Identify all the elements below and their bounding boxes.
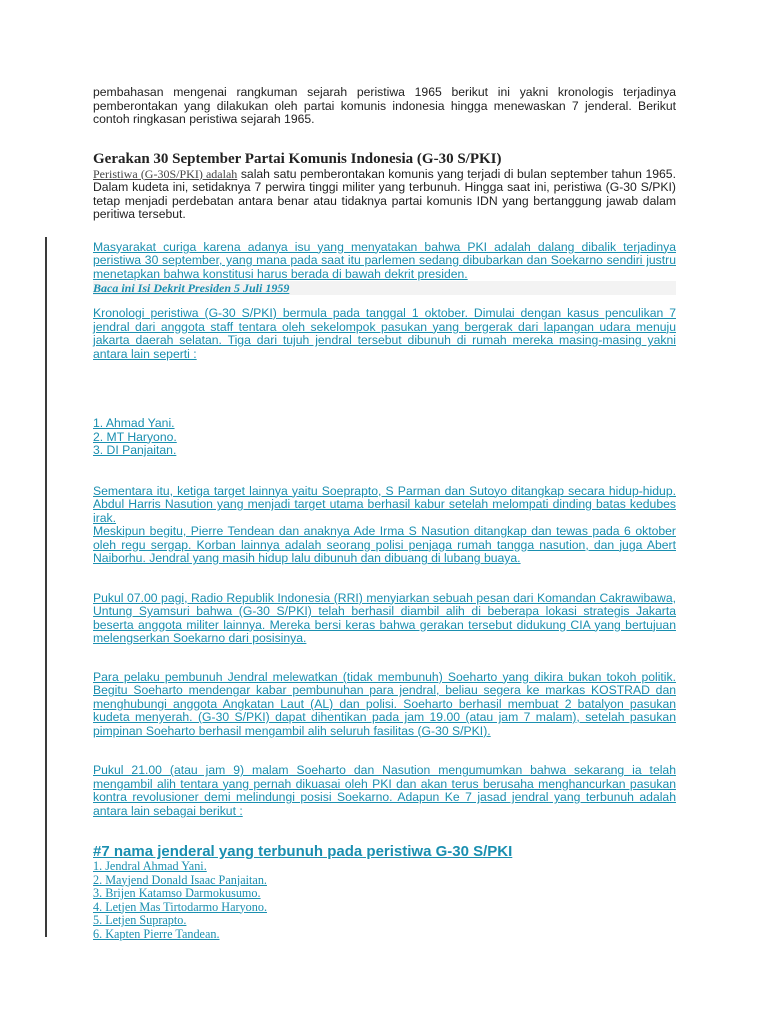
definition-link[interactable]: Peristiwa (G-30S/PKI) adalah bbox=[93, 166, 238, 181]
paragraph-pukul21-link[interactable]: Pukul 21.00 (atau jam 9) malam Soeharto dan Nasution mengumumkan bahwa sekarang ia telah mengambil alih tentara yang pernah dikuasai oleh PKI dan akan terus berusaha menghancurkan pasukan kontra revolusioner demi melindungi posisi Soekarno. Adapun Ke 7 jasad jendral yang terbunuh adalah antara lain sebagai berikut : bbox=[93, 763, 676, 818]
list-item[interactable]: 3. DI Panjaitan. bbox=[93, 443, 177, 457]
list-item[interactable]: 1. Jendral Ahmad Yani. bbox=[93, 859, 207, 873]
victims-list bbox=[93, 417, 676, 458]
paragraph-kronologi-link[interactable]: Kronologi peristiwa (G-30 S/PKI) bermula pada tanggal 1 oktober. Dimulai dengan kasus penculikan 7 jendral dari anggota staff tentara oleh sekelompok pasukan yang bergerak dari lapangan udara menuju jakarta daerah selatan. Tiga dari tujuh jendral tersebut dibunuh di rumah mereka masing-masing yakni antara lain seperti : bbox=[93, 306, 676, 361]
section-heading: Gerakan 30 September Partai Komunis Indonesia (G-30 S/PKI) bbox=[93, 150, 502, 167]
list-item[interactable]: 1. Ahmad Yani. bbox=[93, 416, 175, 430]
definition-text: salah satu pemberontakan komunis yang terjadi di bulan september tahun 1965. Dalam kudeta ini, setidaknya 7 perwira tinggi militer yang terbunuh. Hingga saat ini, peristiwa (G-30 S/PKI) tetap menjadi perdebatan antara benar atau tidaknya partai komunis IDN yang bertanggung jawab dalam peritiwa tersebut. bbox=[93, 166, 676, 221]
paragraph-sementara-link[interactable]: Sementara itu, ketiga target lainnya yaitu Soeprapto, S Parman dan Sutoyo ditangkap secara hidup-hidup. Abdul Harris Nasution yang menjadi target utama berhasil kabur setelah melompati dinding batas kedubes irak. bbox=[93, 483, 676, 525]
paragraph-masyarakat-link[interactable]: Masyarakat curiga karena adanya isu yang menyatakan bahwa PKI adalah dalang dibalik terjadinya peristiwa 30 september, yang mana pada saat itu parlemen sedang dibubarkan dan Soekarno sendiri justru menetapkan bahwa konstitusi harus berada di bawah dekrit presiden. bbox=[93, 239, 676, 281]
article bbox=[93, 86, 676, 941]
list-item[interactable]: 2. Mayjend Donald Isaac Panjaitan. bbox=[93, 872, 267, 887]
list-item[interactable]: 6. Kapten Pierre Tandean. bbox=[93, 926, 220, 941]
list-item[interactable]: 2. MT Haryono. bbox=[93, 429, 177, 444]
list-item[interactable]: 4. Letjen Mas Tirtodarmo Haryono. bbox=[93, 899, 267, 914]
paragraph-pelaku-link[interactable]: Para pelaku pembunuh Jendral melewatkan (tidak membunuh) Soeharto yang dikira bukan tokoh politik. Begitu Soeharto mendengar kabar pembunuhan para jendral, beliau segera ke markas KOSTRAD dan menghubungi anggota Angkatan Laut (AL) dan polisi. Soeharto berhasil membuat 2 batalyon pasukan kudeta menyerah. (G-30 S/PKI) dapat dihentikan pada jam 19.00 (atau jam 7 malam), setelah pasukan pimpinan Soeharto berhasil mengambil alih seluruh fasilitas (G-30 S/PKI). bbox=[93, 669, 676, 738]
list-item[interactable]: 5. Letjen Suprapto. bbox=[93, 913, 187, 927]
list-item[interactable]: 3. Brijen Katamso Darmokusumo. bbox=[93, 886, 261, 900]
definition-paragraph bbox=[93, 168, 676, 222]
paragraph-pukul07-link[interactable]: Pukul 07.00 pagi, Radio Republik Indonesia (RRI) menyiarkan sebuah pesan dari Komandan Cakrawibawa, Untung Syamsuri bahwa (G-30 S/PKI) telah berhasil diambil alih di beberapa lokasi strategis Jakarta beserta anggota militer lainnya. Mereka bersi keras bahwa gerakan tersebut didukung CIA yang bertujuan melengserkan Soekarno dari posisinya. bbox=[93, 590, 676, 645]
left-vertical-bar bbox=[45, 237, 47, 937]
generals-heading-link[interactable]: #7 nama jenderal yang terbunuh pada peristiwa G-30 S/PKI bbox=[93, 843, 513, 860]
generals-list bbox=[93, 860, 676, 941]
paragraph-meskipun-link[interactable]: Meskipun begitu, Pierre Tendean dan anaknya Ade Irma S Nasution ditangkap dan tewas pada 6 oktober oleh regu sergap. Korban lainnya adalah seorang polisi penjaga rumah tangga nasution, dan juga Abert Naiborhu. Jendral yang masih hidup lalu dibunuh dan dibuang di lubang buaya. bbox=[93, 524, 676, 565]
baca-link[interactable]: Baca ini Isi Dekrit Presiden 5 Juli 1959 bbox=[93, 281, 676, 295]
intro-paragraph: pembahasan mengenai rangkuman sejarah peristiwa 1965 berikut ini yakni kronologis terjadinya pemberontakan yang dilakukan oleh partai komunis indonesia hingga menewaskan 7 jenderal. Berikut contoh ringkasan peristiwa sejarah 1965. bbox=[93, 85, 676, 126]
